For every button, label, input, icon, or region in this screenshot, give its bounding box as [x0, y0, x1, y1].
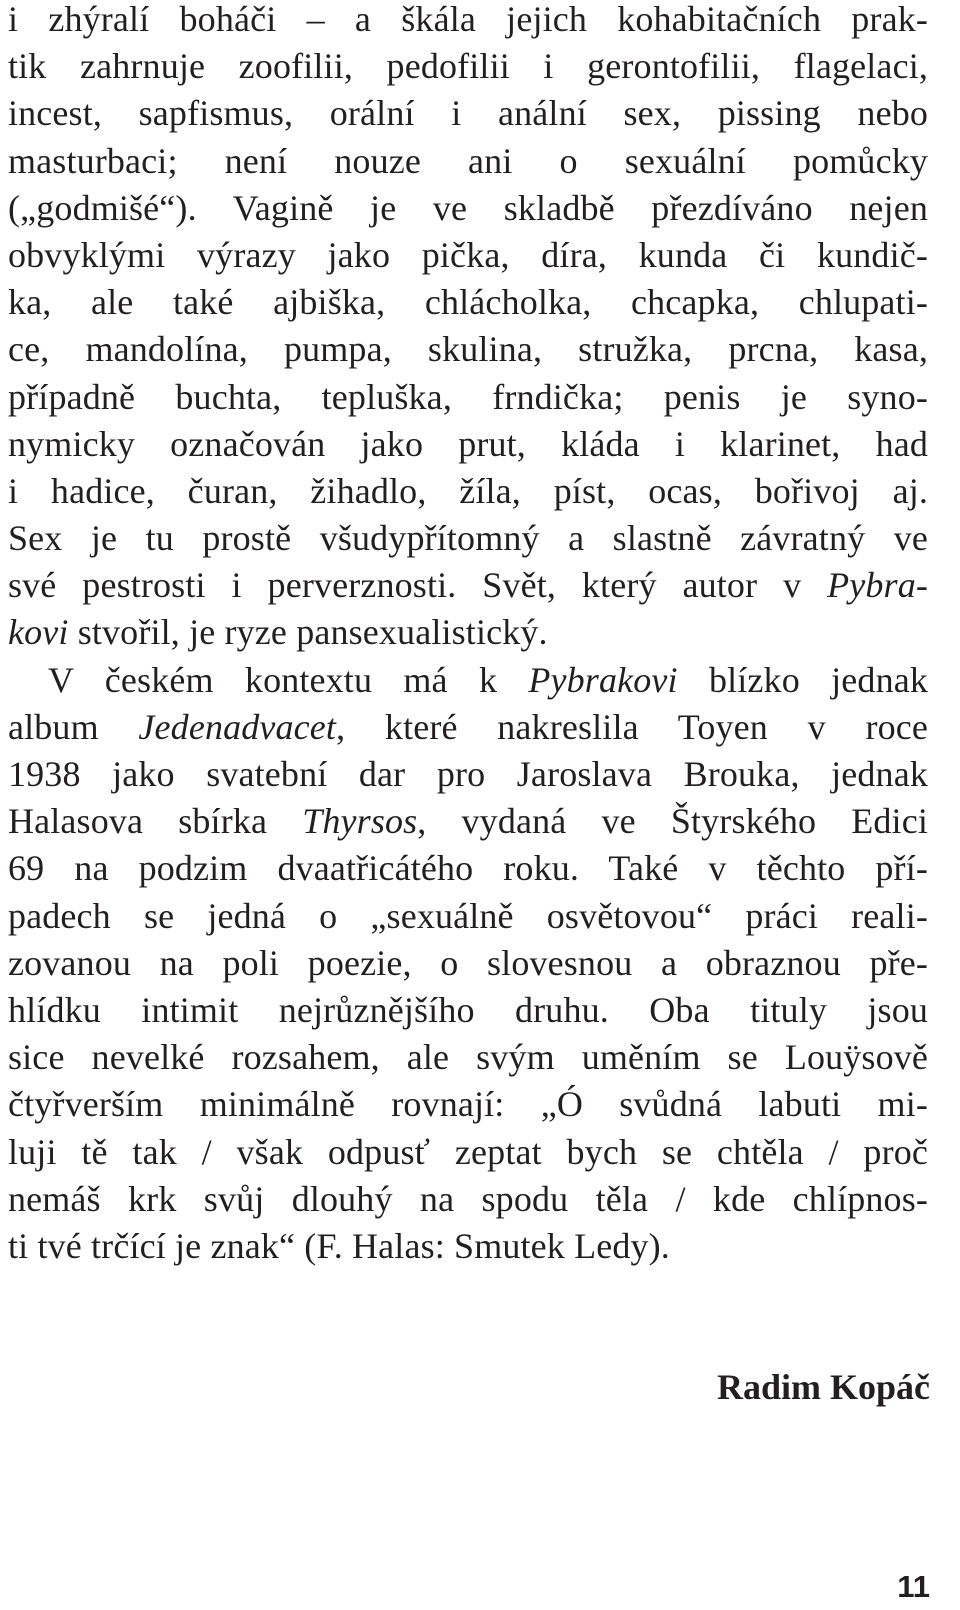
- text-segment: obvyklými výrazy jako pička, díra, kunda či kundič-: [8, 234, 928, 275]
- text-segment: i zhýralí boháči – a škála jejich kohabitačních prak-: [8, 0, 928, 39]
- text-segment: hlídku intimit nejrůznějšího druhu. Oba tituly jsou: [8, 989, 928, 1030]
- text-line: [8, 468, 928, 515]
- text-segment: své pestrosti i perverznosti. Svět, který autor v: [8, 565, 828, 606]
- text-segment: zovanou na poli poezie, o slovesnou a obraznou pře-: [8, 942, 928, 983]
- text-line: [8, 609, 928, 656]
- italic-title-text: Pybrakovi: [528, 659, 678, 700]
- text-line: [8, 185, 928, 232]
- italic-title-text: kovi: [8, 612, 69, 653]
- text-segment: Sex je tu prostě všudypřítomný a slastně závratný ve: [8, 518, 928, 559]
- text-segment: blízko jednak: [677, 659, 928, 700]
- text-line: [8, 515, 928, 562]
- article-text: [8, 0, 928, 1270]
- author-signature: Radim Kopáč: [716, 1367, 930, 1407]
- text-line: [8, 0, 928, 43]
- text-segment: („godmišé“). Vagině je ve skladbě přezdíváno nejen: [8, 187, 928, 228]
- text-segment: tik zahrnuje zoofilii, pedofilii i gerontofilii, flagelaci,: [8, 46, 928, 87]
- text-segment: Halasova sbírka: [8, 801, 303, 842]
- text-segment: , vydaná ve Štyrského Edici: [417, 801, 928, 842]
- text-line: [8, 138, 928, 185]
- text-segment: nemáš krk svůj dlouhý na spodu těla / kde chlípnos-: [8, 1178, 928, 1219]
- text-line: [8, 1034, 928, 1081]
- italic-title-text: Pybra-: [827, 565, 928, 606]
- text-line: [8, 279, 928, 326]
- text-line: [8, 374, 928, 421]
- text-line: [8, 326, 928, 373]
- text-segment: padech se jedná o „sexuálně osvětovou“ práci reali-: [8, 895, 928, 936]
- text-line: [8, 987, 928, 1034]
- text-segment: 1938 jako svatební dar pro Jaroslava Brouka, jednak: [8, 754, 928, 794]
- text-segment: , které nakreslila Toyen v roce: [336, 706, 928, 747]
- text-line: [8, 798, 928, 845]
- text-segment: ce, mandolína, pumpa, skulina, stružka, prcna, kasa,: [8, 329, 928, 370]
- text-segment: incest, sapfismus, orální i anální sex, pissing nebo: [8, 93, 928, 134]
- text-segment: případně buchta, tepluška, frndička; penis je syno-: [8, 376, 928, 417]
- text-segment: nymicky označován jako prut, kláda i klarinet, had: [8, 423, 928, 464]
- text-segment: masturbaci; není nouze ani o sexuální pomůcky: [8, 140, 928, 181]
- text-segment: sice nevelké rozsahem, ale svým uměním se Louÿsově: [8, 1037, 928, 1078]
- text-line: [8, 1129, 928, 1176]
- text-line: [8, 232, 928, 279]
- text-segment: V českém kontextu má k: [48, 659, 529, 700]
- text-segment: stvořil, je ryze pansexualistický.: [68, 612, 548, 653]
- text-segment: čtyřverším minimálně rovnají: „Ó svůdná labuti mi-: [8, 1084, 928, 1125]
- text-line: [8, 940, 928, 987]
- italic-title-text: Thyrsos: [302, 801, 418, 842]
- text-segment: ti tvé trčící je znak“ (F. Halas: Smutek Ledy).: [8, 1225, 670, 1266]
- text-segment: album: [8, 706, 139, 747]
- text-segment: luji tě tak / však odpusť zeptat bych se chtěla / proč: [8, 1131, 928, 1172]
- text-line: [8, 1081, 928, 1128]
- text-line: [8, 704, 928, 751]
- text-line: [8, 893, 928, 940]
- text-line: [8, 562, 928, 609]
- text-segment: i hadice, čuran, žihadlo, žíla, píst, ocas, bořivoj aj.: [8, 470, 928, 511]
- text-line: [8, 845, 928, 892]
- text-line: [8, 657, 928, 704]
- text-line: [8, 90, 928, 137]
- text-segment: ka, ale také ajbiška, chlácholka, chcapka, chlupati-: [8, 282, 928, 323]
- text-line: [8, 1223, 928, 1270]
- text-line: [8, 421, 928, 468]
- text-line: [8, 751, 928, 798]
- text-segment: 69 na podzim dvaatřicátého roku. Také v těchto pří-: [8, 848, 928, 889]
- italic-title-text: Jedenadvacet: [138, 706, 337, 747]
- text-line: [8, 43, 928, 90]
- page-number: 11: [897, 1569, 930, 1604]
- text-line: [8, 1176, 928, 1223]
